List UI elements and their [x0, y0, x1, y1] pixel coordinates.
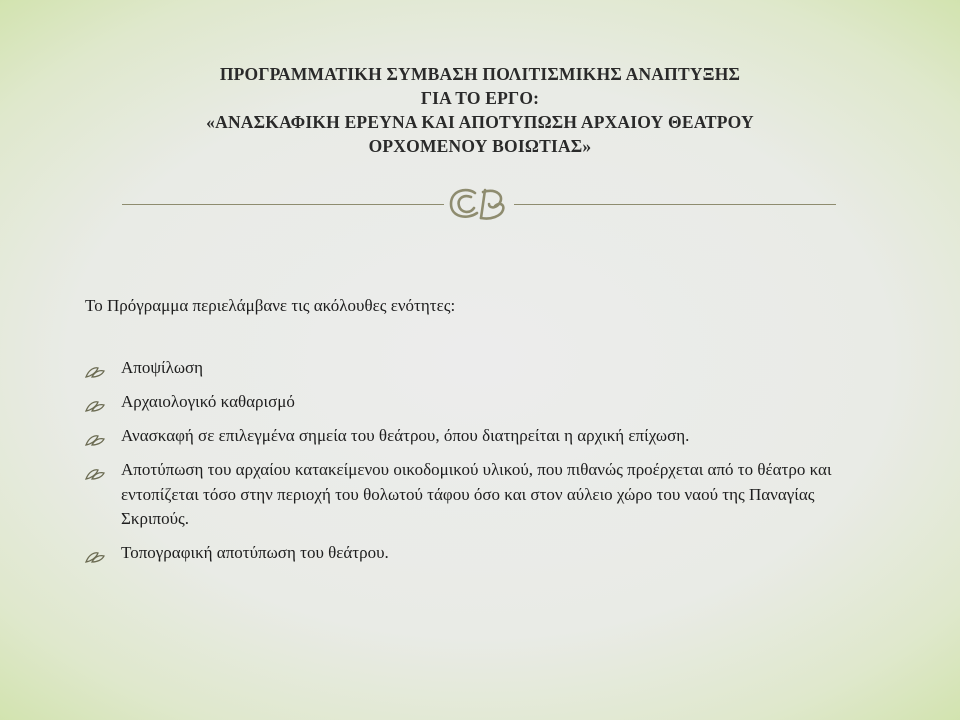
leaf-bullet-icon: [85, 396, 105, 421]
slide-title: [100, 62, 860, 158]
list-item: [85, 390, 865, 415]
bullet-list: [85, 356, 865, 575]
list-item: [85, 458, 865, 532]
bullet-text: Αποτύπωση του αρχαίου κατακείμενου οικοδομικού υλικού, που πιθανώς προέρχεται από το θέατρο και εντοπίζεται τόσο στην περιοχή του θολωτού τάφου όσο και στον αύλειο χώρο του ναού της Παναγίας Σκριπούς.: [121, 460, 832, 528]
leaf-bullet-icon: [85, 464, 105, 489]
ornamental-flourish-icon: [445, 184, 513, 224]
title-line: ΟΡΧΟΜΕΝΟΥ ΒΟΙΩΤΙΑΣ»: [368, 136, 592, 156]
title-line: ΓΙΑ ΤΟ ΕΡΓΟ:: [420, 88, 540, 108]
title-line: ΠΡΟΓΡΑΜΜΑΤΙΚΗ ΣΥΜΒΑΣΗ ΠΟΛΙΤΙΣΜΙΚΗΣ ΑΝΑΠΤΥΞΗΣ: [219, 64, 741, 84]
list-item: [85, 356, 865, 381]
bullet-text: Αποψίλωση: [121, 358, 204, 377]
leaf-bullet-icon: [85, 362, 105, 387]
list-item: [85, 541, 865, 566]
divider-line-left: [122, 204, 444, 205]
bullet-text: Τοπογραφική αποτύπωση του θεάτρου.: [121, 543, 389, 562]
title-line: «ΑΝΑΣΚΑΦΙΚΗ ΕΡΕΥΝΑ ΚΑΙ ΑΠΟΤΥΠΩΣΗ ΑΡΧΑΙΟΥ ΘΕΑΤΡΟΥ: [206, 112, 754, 132]
bullet-text: Ανασκαφή σε επιλεγμένα σημεία του θεάτρου, όπου διατηρείται η αρχική επίχωση.: [121, 426, 690, 445]
bullet-text: Αρχαιολογικό καθαρισμό: [121, 392, 295, 411]
leaf-bullet-icon: [85, 430, 105, 455]
leaf-bullet-icon: [85, 547, 105, 572]
title-divider: [122, 184, 836, 224]
divider-line-right: [514, 204, 836, 205]
intro-text: Το Πρόγραμμα περιελάμβανε τις ακόλουθες ενότητες:: [85, 296, 456, 315]
list-item: [85, 424, 865, 449]
